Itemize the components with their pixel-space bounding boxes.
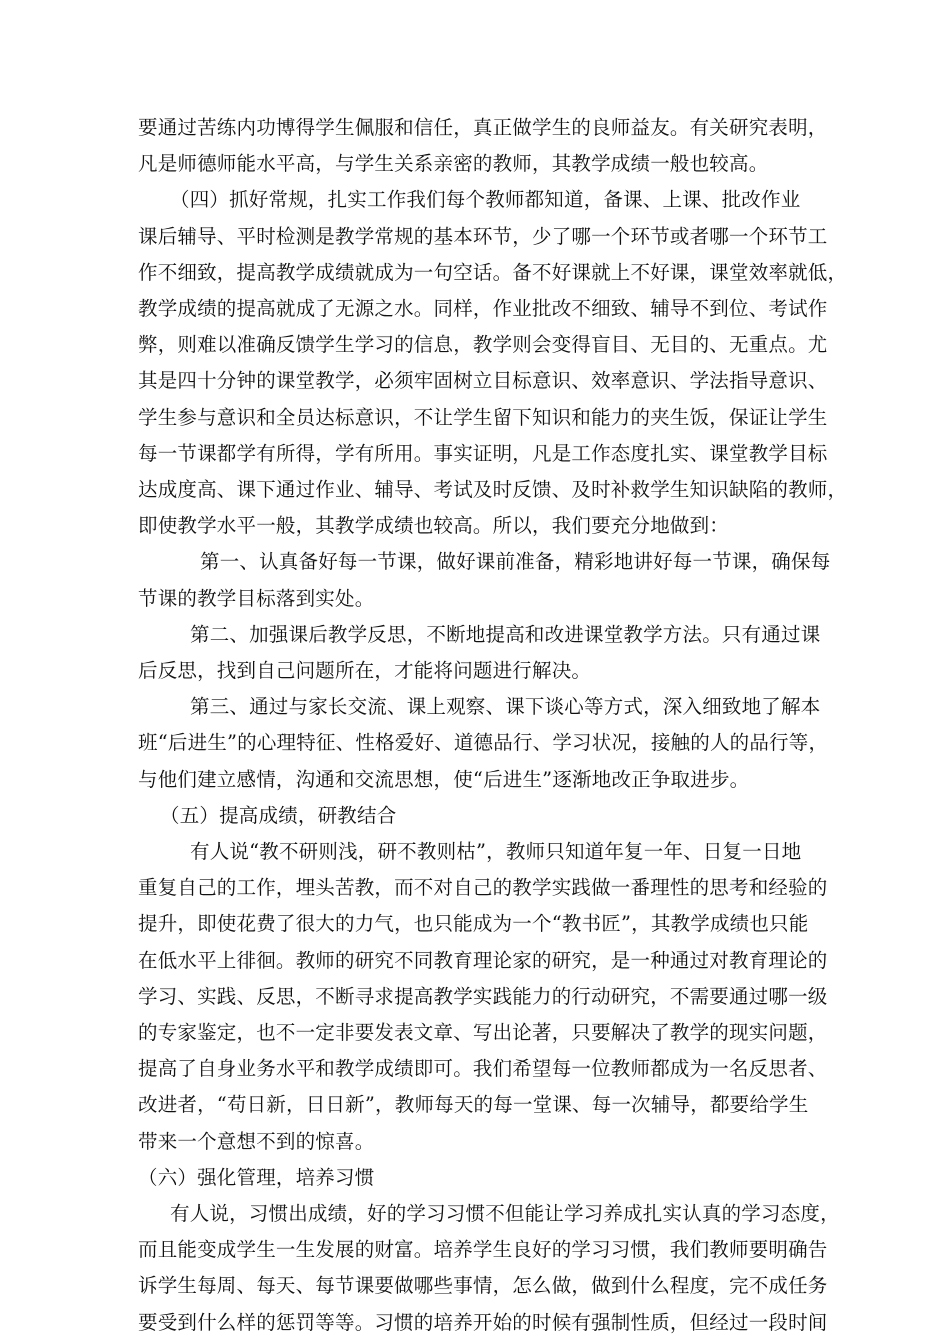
text-line: 学习、实践、反思，不断寻求提高教学实践能力的行动研究，不需要通过哪一级 xyxy=(138,985,828,1008)
text-line: 每一节课都学有所得，学有所用。事实证明，凡是工作态度扎实、课堂教学目标 xyxy=(138,442,828,465)
section-heading: （五）提高成绩，研教结合 xyxy=(160,804,397,827)
text-line: 班“后进生”的心理特征、性格爱好、道德品行、学习状况，接触的人的品行等， xyxy=(138,731,829,754)
text-line: 要通过苦练内功博得学生佩服和信任，真正做学生的良师益友。有关研究表明， xyxy=(138,116,828,139)
text-line: 课后辅导、平时检测是教学常规的基本环节，少了哪一个环节或者哪一个环节工 xyxy=(138,225,828,248)
text-line: 学生参与意识和全员达标意识，不让学生留下知识和能力的夹生饭，保证让学生 xyxy=(138,406,828,429)
text-line: 提高了自身业务水平和教学成绩即可。我们希望每一位教师都成为一名反思者、 xyxy=(138,1057,828,1080)
text-line: 作不细致，提高教学成绩就成为一句空话。备不好课就上不好课，课堂效率就低， xyxy=(138,261,848,284)
text-line: 即使教学水平一般，其教学成绩也较高。所以，我们要充分地做到： xyxy=(138,514,730,537)
text-line: 其是四十分钟的课堂教学，必须牢固树立目标意识、效率意识、学法指导意识、 xyxy=(138,369,828,392)
text-line: 重复自己的工作，埋头苦教，而不对自己的教学实践做一番理性的思考和经验的 xyxy=(138,876,828,899)
text-line: 而且能变成学生一生发展的财富。培养学生良好的学习习惯，我们教师要明确告 xyxy=(138,1238,828,1261)
text-line: 凡是师德师能水平高，与学生关系亲密的教师，其教学成绩一般也较高。 xyxy=(138,152,769,175)
text-line: 第三、通过与家长交流、课上观察、课下谈心等方式，深入细致地了解本 xyxy=(190,695,821,718)
text-line: 节课的教学目标落到实处。 xyxy=(138,587,375,610)
text-line: 提升，即使花费了很大的力气，也只能成为一个“教书匠”，其教学成绩也只能 xyxy=(138,912,809,935)
text-line: 诉学生每周、每天、每节课要做哪些事情，怎么做，做到什么程度，完不成任务 xyxy=(138,1274,828,1297)
text-line: 有人说“教不研则浅，研不教则枯”，教师只知道年复一年、日复一日地 xyxy=(190,840,802,863)
text-line: 第二、加强课后教学反思，不断地提高和改进课堂教学方法。只有通过课 xyxy=(190,623,821,646)
text-line: 弊，则难以准确反馈学生学习的信息，教学则会变得盲目、无目的、无重点。尤 xyxy=(138,333,828,356)
text-line: 改进者，“苟日新，日日新”，教师每天的每一堂课、每一次辅导，都要给学生 xyxy=(138,1093,809,1116)
text-line: 的专家鉴定，也不一定非要发表文章、写出论著，只要解决了教学的现实问题， xyxy=(138,1021,828,1044)
text-line: （四）抓好常规，扎实工作我们每个教师都知道，备课、上课、批改作业 xyxy=(170,188,801,211)
text-line: 有人说，习惯出成绩，好的学习习惯不但能让学习养成扎实认真的学习态度， xyxy=(170,1202,840,1225)
section-heading: （六）强化管理，培养习惯 xyxy=(138,1166,375,1189)
text-line: 要受到什么样的惩罚等等。习惯的培养开始的时候有强制性质，但经过一段时间 xyxy=(138,1311,828,1334)
text-line: 第一、认真备好每一节课，做好课前准备，精彩地讲好每一节课，确保每 xyxy=(200,550,831,573)
text-line: 在低水平上徘徊。教师的研究不同教育理论家的研究，是一种通过对教育理论的 xyxy=(138,949,828,972)
text-line: 教学成绩的提高就成了无源之水。同样，作业批改不细致、辅导不到位、考试作 xyxy=(138,297,828,320)
text-line: 后反思，找到自己问题所在，才能将问题进行解决。 xyxy=(138,659,592,682)
text-line: 带来一个意想不到的惊喜。 xyxy=(138,1130,375,1153)
text-line: 与他们建立感情，沟通和交流思想，使“后进生”逐渐地改正争取进步。 xyxy=(138,768,750,791)
text-line: 达成度高、课下通过作业、辅导、考试及时反馈、及时补救学生知识缺陷的教师， xyxy=(138,478,848,501)
